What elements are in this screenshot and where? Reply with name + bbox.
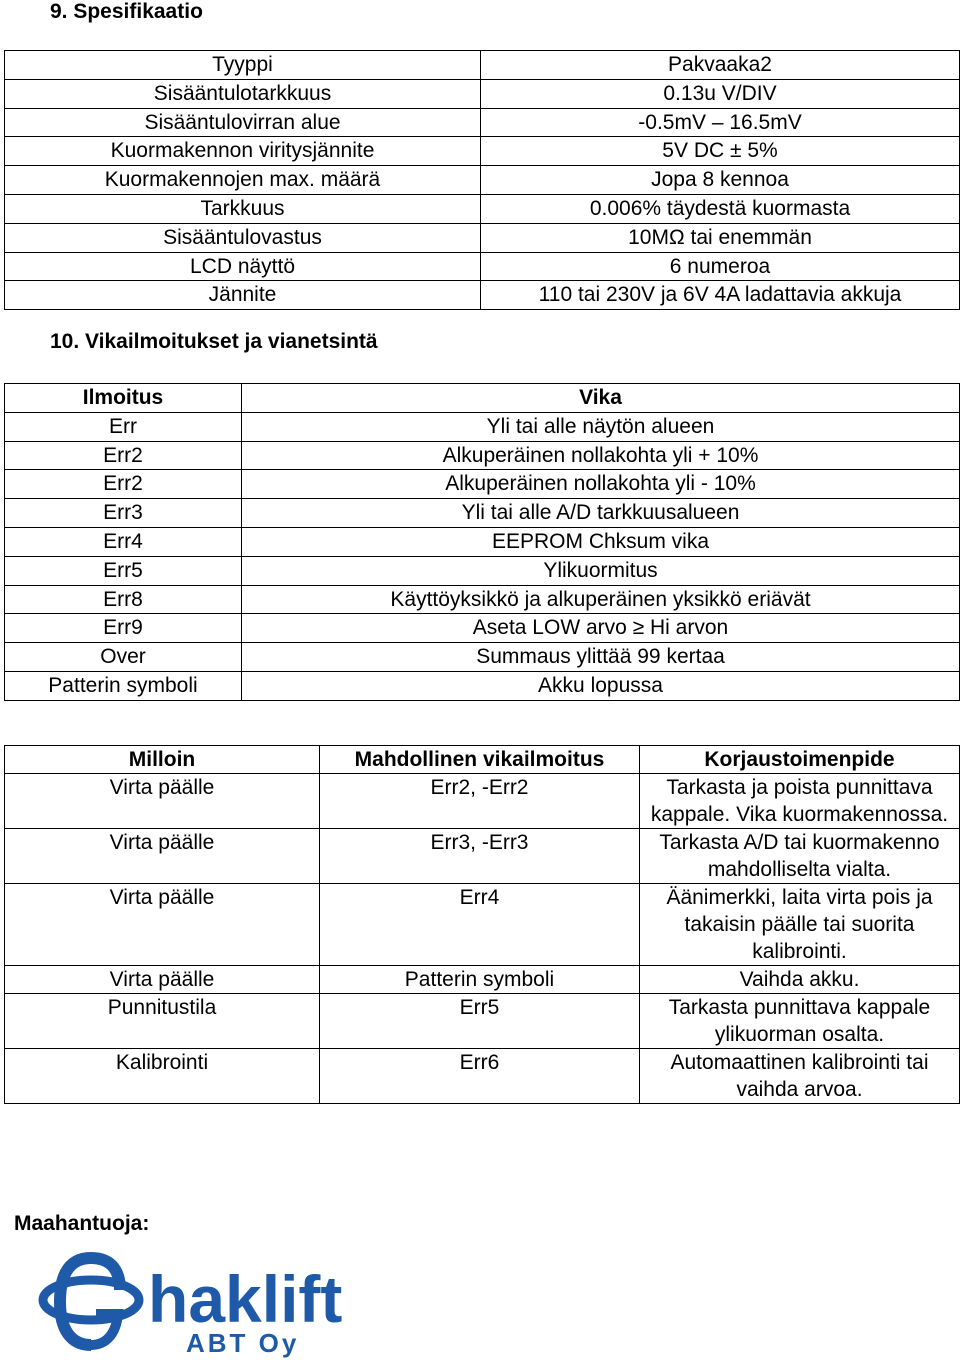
troubleshoot-header-row — [5, 746, 960, 774]
error-row — [5, 527, 960, 556]
error-row — [5, 614, 960, 643]
error-description: Yli tai alle A/D tarkkuusalueen — [242, 499, 960, 528]
spec-row — [5, 79, 960, 108]
error-row — [5, 412, 960, 441]
troubleshoot-when: Virta päälle — [5, 966, 320, 994]
troubleshoot-when: Punnitustila — [5, 994, 320, 1049]
error-description: Akku lopussa — [242, 671, 960, 700]
error-code: Err2 — [5, 441, 242, 470]
error-table — [4, 383, 960, 701]
globe-icon — [43, 1258, 139, 1345]
troubleshoot-message: Err2, -Err2 — [320, 774, 640, 829]
spec-table — [4, 50, 960, 310]
error-code: Err9 — [5, 614, 242, 643]
logo-subtitle: ABT Oy — [186, 1328, 300, 1358]
troubleshoot-when: Virta päälle — [5, 774, 320, 829]
troubleshoot-action: Äänimerkki, laita virta pois ja takaisin päälle tai suorita kalibrointi. — [640, 884, 960, 966]
error-description: Käyttöyksikkö ja alkuperäinen yksikkö eriävät — [242, 585, 960, 614]
error-code: Patterin symboli — [5, 671, 242, 700]
error-description: EEPROM Chksum vika — [242, 527, 960, 556]
spec-label: Sisääntulotarkkuus — [5, 79, 481, 108]
error-row — [5, 643, 960, 672]
troubleshoot-when: Virta päälle — [5, 829, 320, 884]
logo-wordmark: haklift — [148, 1262, 343, 1336]
troubleshoot-header-cell: Mahdollinen vikailmoitus — [320, 746, 640, 774]
error-code: Err8 — [5, 585, 242, 614]
spec-label: Tarkkuus — [5, 194, 481, 223]
err-heading: 10. Vikailmoitukset ja vianetsintä — [50, 330, 378, 353]
error-code: Err3 — [5, 499, 242, 528]
troubleshoot-action: Tarkasta punnittava kappale ylikuorman osalta. — [640, 994, 960, 1049]
spec-label: Jännite — [5, 281, 481, 310]
spec-row — [5, 137, 960, 166]
troubleshoot-header-cell: Korjaustoimenpide — [640, 746, 960, 774]
spec-row — [5, 194, 960, 223]
spec-value: Jopa 8 kennoa — [481, 166, 960, 195]
error-row — [5, 470, 960, 499]
error-code: Err4 — [5, 527, 242, 556]
spec-heading: 9. Spesifikaatio — [50, 0, 203, 23]
troubleshoot-action: Tarkasta ja poista punnittava kappale. Vika kuormakennossa. — [640, 774, 960, 829]
spec-value: 110 tai 230V ja 6V 4A ladattavia akkuja — [481, 281, 960, 310]
troubleshoot-table — [4, 745, 960, 1104]
spec-value: 0.006% täydestä kuormasta — [481, 194, 960, 223]
error-description: Ylikuormitus — [242, 556, 960, 585]
error-header-cell: Vika — [242, 384, 960, 413]
error-description: Yli tai alle näytön alueen — [242, 412, 960, 441]
troubleshoot-header-cell: Milloin — [5, 746, 320, 774]
error-code: Err — [5, 412, 242, 441]
spec-row — [5, 281, 960, 310]
error-header-row — [5, 384, 960, 413]
spec-value: 10MΩ tai enemmän — [481, 223, 960, 252]
troubleshoot-row — [5, 966, 960, 994]
spec-row — [5, 51, 960, 80]
spec-value: Pakvaaka2 — [481, 51, 960, 80]
spec-row — [5, 166, 960, 195]
spec-label: Kuormakennojen max. määrä — [5, 166, 481, 195]
error-row — [5, 671, 960, 700]
error-row — [5, 441, 960, 470]
error-code: Err5 — [5, 556, 242, 585]
importer-label: Maahantuoja: — [14, 1212, 150, 1235]
troubleshoot-when: Kalibrointi — [5, 1049, 320, 1104]
spec-row — [5, 252, 960, 281]
error-row — [5, 585, 960, 614]
spec-row — [5, 223, 960, 252]
spec-value: 0.13u V/DIV — [481, 79, 960, 108]
haklift-logo — [36, 1250, 416, 1365]
troubleshoot-message: Err6 — [320, 1049, 640, 1104]
spec-value: -0.5mV – 16.5mV — [481, 108, 960, 137]
troubleshoot-action: Vaihda akku. — [640, 966, 960, 994]
spec-label: Sisääntulovirran alue — [5, 108, 481, 137]
error-description: Summaus ylittää 99 kertaa — [242, 643, 960, 672]
error-row — [5, 556, 960, 585]
troubleshoot-row — [5, 884, 960, 966]
error-description: Alkuperäinen nollakohta yli - 10% — [242, 470, 960, 499]
spec-value: 6 numeroa — [481, 252, 960, 281]
troubleshoot-row — [5, 829, 960, 884]
error-description: Alkuperäinen nollakohta yli + 10% — [242, 441, 960, 470]
troubleshoot-message: Err5 — [320, 994, 640, 1049]
spec-label: LCD näyttö — [5, 252, 481, 281]
troubleshoot-when: Virta päälle — [5, 884, 320, 966]
spec-value: 5V DC ± 5% — [481, 137, 960, 166]
error-description: Aseta LOW arvo ≥ Hi arvon — [242, 614, 960, 643]
error-code: Err2 — [5, 470, 242, 499]
spec-row — [5, 108, 960, 137]
error-code: Over — [5, 643, 242, 672]
error-row — [5, 499, 960, 528]
spec-label: Sisääntulovastus — [5, 223, 481, 252]
troubleshoot-row — [5, 994, 960, 1049]
troubleshoot-message: Err3, -Err3 — [320, 829, 640, 884]
troubleshoot-message: Err4 — [320, 884, 640, 966]
troubleshoot-row — [5, 1049, 960, 1104]
spec-label: Tyyppi — [5, 51, 481, 80]
troubleshoot-row — [5, 774, 960, 829]
troubleshoot-action: Automaattinen kalibrointi tai vaihda arvoa. — [640, 1049, 960, 1104]
troubleshoot-action: Tarkasta A/D tai kuormakenno mahdolliselta vialta. — [640, 829, 960, 884]
error-header-cell: Ilmoitus — [5, 384, 242, 413]
troubleshoot-message: Patterin symboli — [320, 966, 640, 994]
spec-label: Kuormakennon viritysjännite — [5, 137, 481, 166]
